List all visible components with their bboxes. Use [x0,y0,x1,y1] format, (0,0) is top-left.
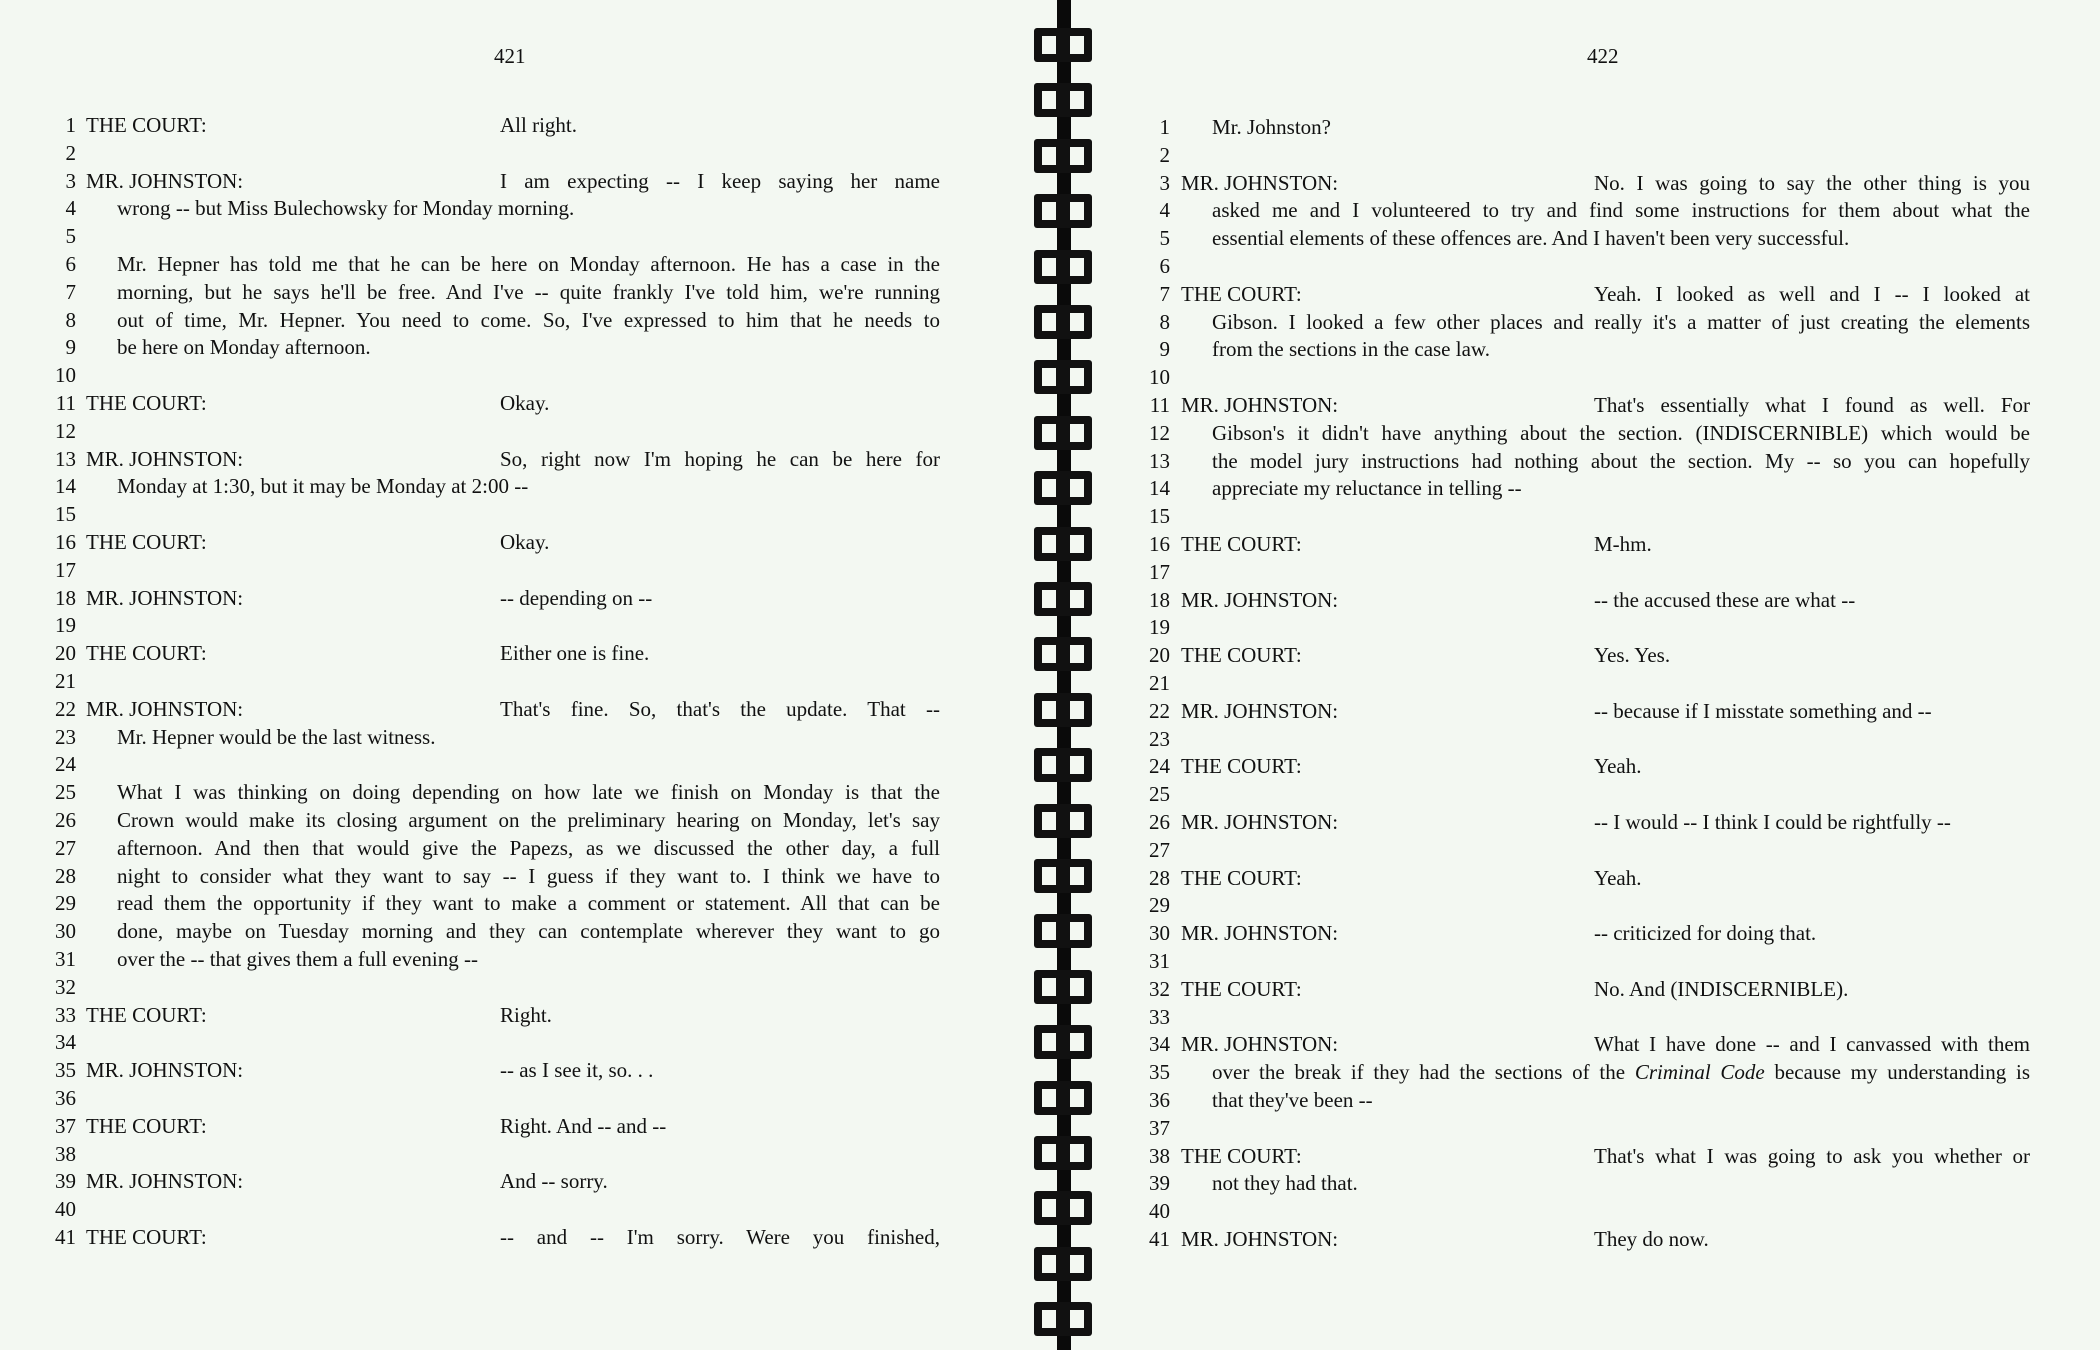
line-text: -- the accused these are what -- [1594,587,1856,612]
line-text: Gibson's it didn't have anything about the section. (INDISCERNIBLE) which would be [1212,420,2030,445]
line-number: 4 [65,196,76,221]
line-number: 39 [55,1169,76,1194]
binding-coil [1034,1247,1092,1281]
binding-coil [1034,804,1092,838]
line-number: 10 [1149,365,1170,390]
binding-coil [1034,970,1092,1004]
line-text: Gibson. I looked a few other places and really it's a matter of just creating the elements [1212,309,2030,334]
line-text: -- I would -- I think I could be rightfully -- [1594,810,1951,834]
line-text: And -- sorry. [500,1169,608,1194]
line-text: What I was thinking on doing depending on how late we finish on Monday is that the [117,780,940,805]
left-transcript-page [0,0,1020,1350]
line-number: 14 [1149,476,1170,501]
transcript-line [1100,947,2100,975]
line-number: 34 [55,1030,76,1055]
line-number: 37 [1149,1115,1170,1140]
transcript-line [1100,113,2100,141]
transcript-line [0,500,1020,528]
line-text: from the sections in the case law. [1212,337,1490,362]
right-transcript-page [1100,0,2100,1350]
line-number: 11 [55,391,76,415]
transcript-line [1100,530,2100,558]
transcript-line [0,1056,1020,1084]
speaker-label: THE COURT: [86,641,207,666]
line-number: 18 [1149,587,1170,612]
line-number: 8 [65,307,76,332]
line-text: That's what I was going to ask you whether or [1594,1143,2030,1168]
binding-coil [1034,1025,1092,1059]
line-number: 27 [1149,837,1170,862]
line-number: 34 [1149,1032,1170,1057]
transcript-line [0,1001,1020,1029]
line-number: 18 [55,585,76,610]
line-text: That's fine. So, that's the update. That -- [500,696,940,721]
line-number: 11 [1149,393,1170,417]
line-text: All right. [500,113,577,137]
speaker-label: MR. JOHNSTON: [86,1058,244,1083]
binding-coil [1034,250,1092,284]
line-number: 35 [1149,1060,1170,1085]
line-number: 41 [1149,1227,1170,1251]
line-text: -- depending on -- [500,585,653,610]
line-number: 26 [55,808,76,832]
line-number: 37 [55,1113,76,1138]
line-text-part: over the break if they had the sections of the [1212,1060,1626,1085]
transcript-line [0,472,1020,500]
line-text: wrong -- but Miss Bulechowsky for Monday morning. [117,196,575,221]
transcript-line [1100,697,2100,725]
transcript-line [0,945,1020,973]
line-number: 29 [1149,893,1170,918]
line-text: over the -- that gives them a full evening -- [117,947,478,971]
line-text: Yeah. [1594,754,1642,779]
line-text [1212,1058,2030,1086]
line-number: 15 [1149,504,1170,529]
line-number: 6 [1159,254,1170,278]
line-number: 33 [55,1002,76,1027]
transcript-line [0,528,1020,556]
line-text: afternoon. And then that would give the Papezs, as we discussed the other day, a full [117,835,940,860]
line-number: 17 [1149,559,1170,584]
transcript-line [0,639,1020,667]
line-number: 38 [1149,1143,1170,1168]
line-number: 20 [55,641,76,666]
line-number: 10 [55,363,76,388]
speaker-label: MR. JOHNSTON: [86,1169,244,1194]
line-number: 5 [1159,226,1170,251]
transcript-line [1100,1142,2100,1170]
transcript-line [1100,1003,2100,1031]
line-text: Mr. Johnston? [1212,115,1332,139]
speaker-label: MR. JOHNSTON: [86,696,244,721]
line-number: 5 [65,224,76,249]
speaker-label: MR. JOHNSTON: [1181,170,1339,195]
transcript-line [1100,780,2100,808]
transcript-line [1100,975,2100,1003]
transcript-line [1100,474,2100,502]
transcript-line [1100,196,2100,224]
line-number: 30 [55,919,76,944]
line-number: 21 [1149,671,1170,695]
line-number: 9 [65,335,76,360]
transcript-line [0,1112,1020,1140]
line-number: 16 [55,530,76,554]
line-number: 24 [1149,754,1170,779]
line-number: 3 [65,168,76,193]
transcript-line [1100,1197,2100,1225]
binding-coil [1034,139,1092,173]
line-number: 6 [65,252,76,276]
line-text: Crown would make its closing argument on the preliminary hearing on Monday, let's say [117,808,940,832]
speaker-label: MR. JOHNSTON: [1181,1227,1339,1251]
binding-coil [1034,194,1092,228]
line-text: Right. [500,1002,552,1027]
transcript-line [0,889,1020,917]
transcript-line [1100,391,2100,419]
speaker-label: THE COURT: [86,113,207,137]
line-number: 12 [55,418,76,443]
line-number: 35 [55,1058,76,1083]
line-text: that they've been -- [1212,1088,1373,1112]
binding-coil [1034,748,1092,782]
line-text: Mr. Hepner has told me that he can be here on Monday afternoon. He has a case in the [117,252,940,276]
transcript-line [0,1028,1020,1056]
transcript-line [1100,1169,2100,1197]
speaker-label: THE COURT: [1181,754,1302,779]
transcript-line [1100,725,2100,753]
binding-coil [1034,83,1092,117]
transcript-line [0,167,1020,195]
transcript-line [1100,558,2100,586]
line-number: 28 [55,863,76,888]
speaker-label: MR. JOHNSTON: [1181,1032,1339,1057]
transcript-line [1100,502,2100,530]
line-number: 4 [1159,198,1170,223]
page-number: 422 [1587,44,1619,68]
transcript-line [1100,1114,2100,1142]
transcript-line [1100,891,2100,919]
line-number: 21 [55,669,76,693]
transcript-line [1100,613,2100,641]
transcript-line [0,333,1020,361]
speaker-label: THE COURT: [86,1002,207,1027]
line-text: Yes. Yes. [1594,643,1671,668]
transcript-line [0,806,1020,834]
binding-coil [1034,360,1092,394]
transcript-line [1100,586,2100,614]
transcript-line [1100,1086,2100,1114]
line-number: 23 [55,724,76,749]
transcript-line [0,389,1020,417]
transcript-line [0,139,1020,167]
transcript-line [0,1195,1020,1223]
transcript-line [0,667,1020,695]
transcript-line [0,361,1020,389]
transcript-line [1100,280,2100,308]
transcript-line [0,278,1020,306]
line-text: No. I was going to say the other thing is you [1594,170,2030,195]
speaker-label: MR. JOHNSTON: [1181,921,1339,946]
line-number: 22 [1149,698,1170,723]
transcript-line [1100,335,2100,363]
transcript-line [1100,752,2100,780]
line-text: -- because if I misstate something and -- [1594,698,1932,723]
line-text: Okay. [500,391,550,415]
transcript-line [0,1167,1020,1195]
line-text: -- criticized for doing that. [1594,921,1817,946]
line-number: 2 [65,140,76,165]
line-number: 32 [1149,976,1170,1001]
line-number: 36 [1149,1088,1170,1112]
transcript-line [0,611,1020,639]
line-number: 29 [55,891,76,916]
transcript-line [1100,1030,2100,1058]
transcript-line [1100,252,2100,280]
transcript-line [0,194,1020,222]
speaker-label: MR. JOHNSTON: [86,585,244,610]
line-number: 9 [1159,337,1170,362]
line-number: 8 [1159,309,1170,334]
line-text: Either one is fine. [500,641,650,666]
transcript-line [1100,669,2100,697]
line-number: 2 [1159,142,1170,167]
transcript-line [0,445,1020,473]
transcript-line [1100,224,2100,252]
binding-coil [1034,527,1092,561]
binding-coil [1034,859,1092,893]
speaker-label: THE COURT: [86,530,207,554]
line-number: 1 [65,113,76,137]
speaker-label: MR. JOHNSTON: [1181,393,1339,417]
line-number: 13 [55,446,76,471]
speaker-label: MR. JOHNSTON: [1181,587,1339,612]
speaker-label: THE COURT: [1181,976,1302,1001]
line-number: 30 [1149,921,1170,946]
line-number: 19 [55,613,76,638]
transcript-line [0,222,1020,250]
line-number: 41 [55,1225,76,1249]
speaker-label: THE COURT: [1181,281,1302,306]
line-number: 39 [1149,1171,1170,1196]
binding-coil [1034,914,1092,948]
transcript-line [0,250,1020,278]
line-number: 32 [55,974,76,999]
line-text: Mr. Hepner would be the last witness. [117,724,436,749]
line-text: Yeah. I looked as well and I -- I looked at [1594,281,2030,306]
transcript-line [1100,864,2100,892]
binding-coil [1034,637,1092,671]
spiral-binding [1024,0,1100,1350]
line-text: That's essentially what I found as well. For [1594,393,2030,417]
line-number: 14 [55,474,76,499]
line-number: 31 [55,947,76,971]
line-text: asked me and I volunteered to try and find some instructions for them about what the [1212,198,2030,223]
line-number: 22 [55,696,76,721]
line-number: 17 [55,557,76,582]
transcript-line [0,778,1020,806]
line-number: 40 [1149,1199,1170,1224]
transcript-line [0,111,1020,139]
line-number: 1 [1159,115,1170,139]
transcript-line [1100,1058,2100,1086]
binding-coil [1034,582,1092,616]
transcript-line [0,1223,1020,1251]
line-text: Okay. [500,530,550,554]
line-number: 16 [1149,532,1170,556]
transcript-line [1100,363,2100,391]
line-number: 7 [65,279,76,304]
line-text: Monday at 1:30, but it may be Monday at 2:00 -- [117,474,529,499]
line-text: essential elements of these offences are. And I haven't been very successful. [1212,226,1850,251]
speaker-label: THE COURT: [1181,1143,1302,1168]
line-number: 7 [1159,281,1170,306]
transcript-line [1100,308,2100,336]
line-number: 38 [55,1141,76,1166]
transcript-line [1100,641,2100,669]
transcript-line [1100,836,2100,864]
line-text: Yeah. [1594,865,1642,890]
transcript-line [0,1084,1020,1112]
line-number: 12 [1149,420,1170,445]
transcript-line [0,556,1020,584]
speaker-label: THE COURT: [1181,865,1302,890]
line-text: Right. And -- and -- [500,1113,667,1138]
line-number: 25 [55,780,76,805]
transcript-line [0,723,1020,751]
speaker-label: THE COURT: [86,1225,207,1249]
line-number: 15 [55,502,76,527]
transcript-line [1100,919,2100,947]
transcript-line [0,584,1020,612]
transcript-line [0,306,1020,334]
italic-citation: Criminal Code [1634,1060,1765,1085]
line-text: What I have done -- and I canvassed with them [1594,1032,2030,1057]
transcript-line [0,973,1020,1001]
binding-coil [1034,1136,1092,1170]
line-text: No. And (INDISCERNIBLE). [1594,976,1849,1001]
transcript-line [0,695,1020,723]
speaker-label: MR. JOHNSTON: [86,446,244,471]
line-number: 20 [1149,643,1170,668]
transcript-line [0,1140,1020,1168]
transcript-line [1100,1225,2100,1253]
line-number: 28 [1149,865,1170,890]
transcript-line [0,917,1020,945]
line-number: 13 [1149,448,1170,473]
speaker-label: MR. JOHNSTON: [1181,698,1339,723]
line-text: -- as I see it, so. . . [500,1058,654,1083]
transcript-line [0,834,1020,862]
line-number: 26 [1149,810,1170,834]
speaker-label: THE COURT: [86,391,207,415]
transcript-line [1100,141,2100,169]
speaker-label: MR. JOHNSTON: [1181,810,1339,834]
line-number: 19 [1149,615,1170,640]
line-number: 25 [1149,782,1170,807]
line-number: 27 [55,835,76,860]
line-text: out of time, Mr. Hepner. You need to come. So, I've expressed to him that he needs to [117,307,940,332]
binding-coil [1034,416,1092,450]
binding-coil [1034,305,1092,339]
line-number: 23 [1149,726,1170,751]
line-number: 31 [1149,949,1170,973]
line-text: the model jury instructions had nothing about the section. My -- so you can hopefully [1212,448,2030,473]
line-number: 40 [55,1197,76,1222]
speaker-label: THE COURT: [1181,532,1302,556]
binding-coil [1034,693,1092,727]
line-text: morning, but he says he'll be free. And I've -- quite frankly I've told him, we're running [117,279,940,304]
line-number: 33 [1149,1004,1170,1029]
line-text: read them the opportunity if they want to make a comment or statement. All that can be [117,891,940,916]
line-number: 24 [55,752,76,777]
line-number: 36 [55,1086,76,1110]
line-text: M-hm. [1594,532,1652,556]
transcript-line [0,862,1020,890]
line-text-part: because my understanding is [1774,1060,2030,1085]
speaker-label: THE COURT: [1181,643,1302,668]
line-text: not they had that. [1212,1171,1358,1196]
transcript-line [0,417,1020,445]
binding-coil [1034,471,1092,505]
transcript-line [1100,808,2100,836]
line-text: done, maybe on Tuesday morning and they can contemplate wherever they want to go [117,919,940,944]
binding-coil [1034,1081,1092,1115]
page-number: 421 [494,44,526,68]
transcript-line [1100,419,2100,447]
line-text: appreciate my reluctance in telling -- [1212,476,1522,501]
speaker-label: MR. JOHNSTON: [86,168,244,193]
line-text: be here on Monday afternoon. [117,335,371,360]
binding-coil [1034,28,1092,62]
binding-coil [1034,1302,1092,1336]
line-number: 3 [1159,170,1170,195]
transcript-line [1100,169,2100,197]
line-text: night to consider what they want to say -- I guess if they want to. I think we have to [117,863,940,888]
transcript-line [1100,447,2100,475]
binding-coil [1034,1191,1092,1225]
line-text: So, right now I'm hoping he can be here for [500,446,940,471]
line-text: I am expecting -- I keep saying her name [500,168,940,193]
line-text: -- and -- I'm sorry. Were you finished, [500,1225,940,1249]
line-text: They do now. [1594,1227,1709,1251]
speaker-label: THE COURT: [86,1113,207,1138]
transcript-line [0,750,1020,778]
